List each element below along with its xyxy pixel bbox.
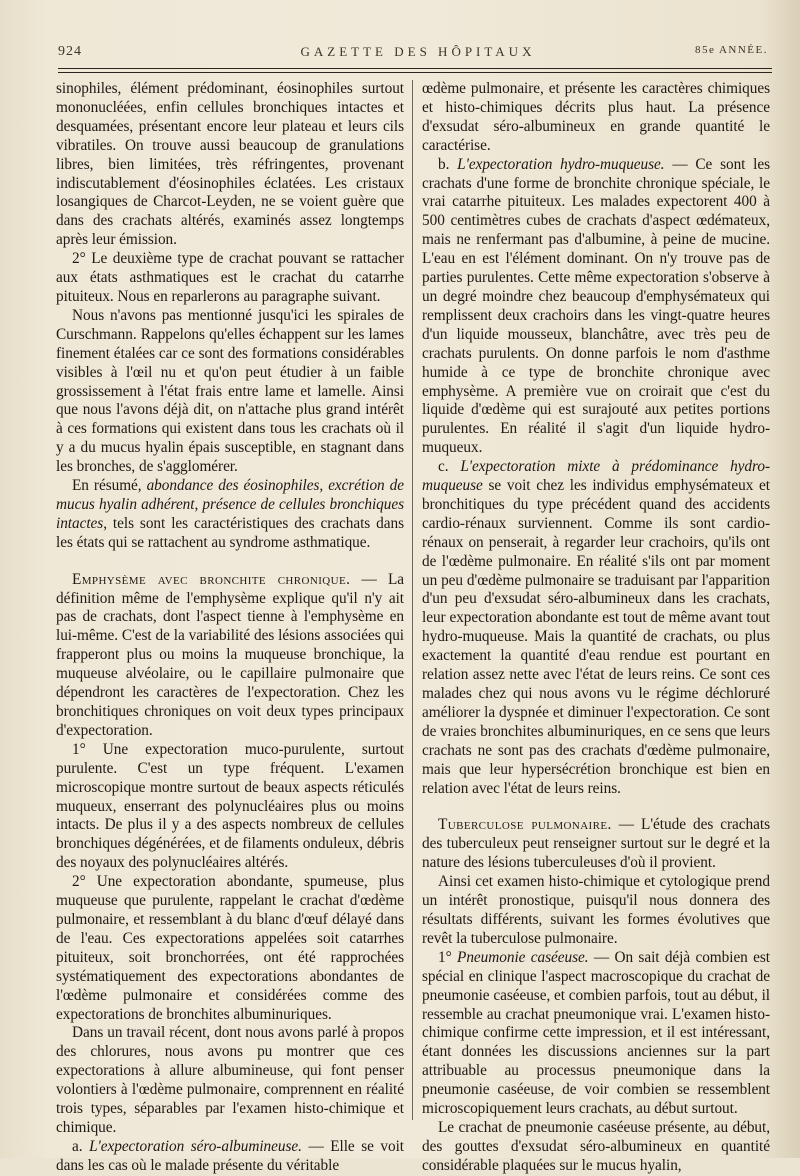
paragraph: Ainsi cet examen histo-chimique et cytologique prend un intérêt pronostique, puisqu'il nous donnera des résultats différents, suivant les formes évolutives que revêt la tuberculose pulmonaire.: [422, 873, 770, 947]
running-header: [58, 44, 778, 64]
year-label: 85e ANNÉE.: [694, 44, 768, 56]
text-run: — L'étude des crachats des tuberculeux peut renseigner surtout sur le degré et la nature des lésions tuberculeuses d'où il provient.: [422, 816, 770, 872]
journal-title: GAZETTE DES HÔPITAUX: [300, 44, 536, 59]
paragraph: 2° Le deuxième type de crachat pouvant se rattacher aux états asthmatiques est le crachat du catarrhe pituiteux. Nous en reparlerons au paragraphe suivant.: [56, 250, 404, 305]
text-run: se voit chez les individus emphysémateux et bronchitiques du type précédent quand des accidents cardio-rénaux surviennent. Comme ils sont cardio-rénaux on penserait, à regarder leur crachoirs, qu'ils ont de l'œdème pulmonaire. En réalité s'ils ont par moment un peu d'œdème pulmonaire se traduisant par l'apparition d'un peu d'exsudat séro-albumineux dans les crachats, leur expectoration abondante est tout de même avant tout hydro-muqueuse. Mais la quantité de crachats, ou plus exactement la quantité d'eau rendue est pourtant en relation assez nette avec l'état de leurs reins. Ce sont ces malades chez qui nous avons vu le régime déchloruré améliorer la dyspnée et diminuer l'expectoration. Ce sont de vraies bronchites albuminuriques, en ce sens que leurs crachats ne sont pas des crachats d'œdème pulmonaire, mais que leur hypersécrétion bronchique est bien en relation avec l'état de leurs reins.: [422, 477, 770, 797]
page-number: 924: [58, 44, 82, 59]
text-run: — Ce sont les crachats d'une forme de bronchite chronique spéciale, le vrai catarrhe pituiteux. Les malades expectorent 400 à 500 centimètres cubes de crachats d'aspect œdémateux, mais ne renfermant pas d'albumine, à peine de mucine. L'eau en est l'élément dominant. On n'y trouve pas de parties purulentes. Cette même expectoration s'observe à un degré moindre chez beaucoup d'emphysémateux qui remplissent deux crachoirs dans les vingt-quatre heures d'un liquide mousseux, blanchâtre, avec très peu de crachats purulents. On donne parfois le nom d'asthme humide à ce type de bronchite chronique avec emphysème. A première vue on croirait que c'est du liquide d'œdème qui est surajouté aux petites portions purulentes. En réalité il s'agit d'un liquide hydro-muqueux.: [422, 155, 770, 457]
italic-run: Pneumonie caséeuse.: [457, 948, 589, 966]
text-run: a.: [72, 1137, 90, 1155]
text-run: — La définition même de l'emphysème explique qu'il n'y ait pas de crachats, dont l'aspect tienne à l'emphysème en lui-même. C'est de la variabilité des lésions associées qui frapperont plus ou moins la muqueuse bronchique, la muqueuse alvéolaire, ou le capillaire pulmonaire que dépendront les caractères de l'expectoration. Chez les bronchitiques chroniques on voit deux types principaux d'expectoration.: [56, 570, 404, 739]
paragraph: [56, 1138, 404, 1176]
paragraph: Dans un travail récent, dont nous avons parlé à propos des chlorures, nous avons pu montrer que ces expectorations à allure albumineuse, qui font penser volontiers à l'œdème pulmonaire, comprennent en réalité trois types, séparables par l'examen histo-chimique et chimique.: [56, 1024, 404, 1136]
text-run: 1°: [438, 948, 458, 966]
paragraph: œdème pulmonaire, et présente les caractères chimiques et histo-chimiques décrits plus haut. La présence d'exsudat séro-albumineux en grande quantité le caractérise.: [422, 80, 770, 154]
section-paragraph: [422, 816, 770, 873]
paragraph: [422, 156, 770, 459]
paragraph: [56, 477, 404, 553]
text-run: — Elle se voit dans les cas où le malade présente du véritable: [56, 1137, 404, 1174]
text-run: c.: [438, 458, 461, 476]
italic-run: abondance des éosinophiles, excrétion de mucus hyalin adhérent, présence de cellules bronchiques intactes: [56, 477, 404, 532]
section-paragraph: [56, 571, 404, 741]
paragraph: [422, 458, 770, 798]
paragraph: Le crachat de pneumonie caséeuse présente, au début, des gouttes d'exsudat séro-albumineux en quantité considérable plaquées sur le mucus hyalin,: [422, 1118, 770, 1174]
italic-run: L'expectoration mixte à prédominance hydro-muqueuse: [422, 458, 770, 495]
header-rule-thick: [58, 68, 772, 69]
text-run: En résumé,: [72, 477, 147, 495]
paragraph: 1° Une expectoration muco-purulente, surtout purulente. C'est un type fréquent. L'examen microscopique montre surtout de beaux aspects réticulés muqueux, enserrant des polynucléaires plus ou moins intacts. De plus il y a des aspects nombreux de cellules bronchiques dégénérées, et de filaments onduleux, débris des noyaux des polynucléaires altérés.: [56, 740, 404, 872]
paragraph: [422, 949, 770, 1119]
italic-run: L'expectoration hydro-muqueuse.: [457, 155, 665, 173]
section-heading: Tuberculose pulmonaire.: [438, 816, 612, 834]
paragraph: sinophiles, élément prédominant, éosinophiles surtout mononucléées, enfin cellules bronchiques intactes et desquamées, présentant encore leur plateau et leurs cils vibratiles. On trouve aussi beaucoup de granulations libres, bien limitées, très réfringentes, provenant indiscutablement d'éosinophiles éclatées. Les cristaux losangiques de Charcot-Leyden, ne se voient guère que dans des crachats altérés, examinés assez longtemps après leur émission.: [56, 80, 404, 249]
italic-run: L'expectoration séro-albumineuse.: [89, 1137, 302, 1155]
paragraph: 2° Une expectoration abondante, spumeuse, plus muqueuse que purulente, rappelant le crachat d'œdème pulmonaire, et ressemblant à du blanc d'œuf délayé dans de l'eau. Ces expectorations appelées soit catarrhes pituiteux, soit bronchorrées, ont été rapprochées systématiquement des expectorations abondantes de l'œdème pulmonaire et considérées comme des expectorations de bronchites albuminuriques.: [56, 873, 404, 1023]
text-run: , tels sont les caractéristiques des crachats dans les états qui se rattachent au syndrome asthmatique.: [56, 514, 404, 551]
header-rule-thin: [58, 72, 772, 73]
paragraph: Nous n'avons pas mentionné jusqu'ici les spirales de Curschmann. Rappelons qu'elles échappent sur les lames finement étalées car ce sont des formations considérables visibles à l'œil nu et qu'on peut étudier à un faible grossissement à l'état frais entre lame et lamelle. Ainsi que nous l'avons déjà dit, on n'attache plus grand intérêt à ces formations qui existent dans tous les crachats où il y a du mucus hyalin épais susceptible, en stagnant dans les bronches, de s'agglomérer.: [56, 306, 404, 476]
text-run: — On sait déjà combien est spécial en clinique l'aspect macroscopique du crachat de pneumonie caséeuse, et combien parfois, tout au début, il ressemble au crachat pneumonique vrai. L'examen histo-chimique confirme cette impression, et il est intéressant, étant données les discussions anciennes sur la part attribuable au processus pneumonique dans la pneumonie caséeuse, de voir combien se ressemblent microscopiquement leurs crachats, au début surtout.: [422, 948, 770, 1118]
right-column: [422, 80, 770, 1176]
column-divider: [412, 80, 413, 1120]
text-run: b.: [438, 155, 458, 173]
section-heading: Emphysème avec bronchite chronique.: [72, 570, 351, 588]
left-column: [56, 80, 404, 1176]
